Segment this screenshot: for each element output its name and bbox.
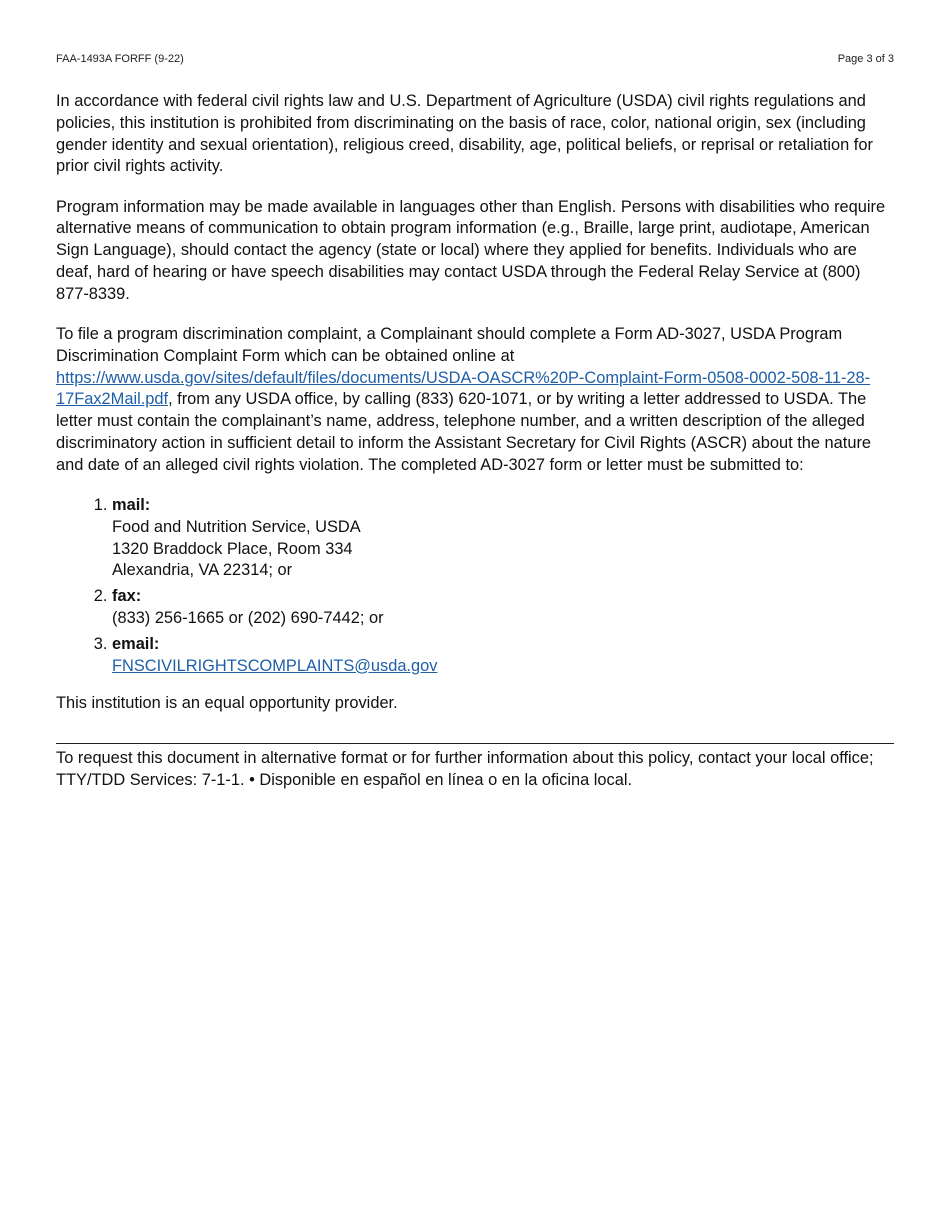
submission-methods-list — [56, 495, 894, 677]
list-item-email — [112, 634, 894, 678]
email-link[interactable]: FNSCIVILRIGHTSCOMPLAINTS@usda.gov — [112, 656, 438, 675]
program-information-paragraph: Program information may be made available in languages other than English. Persons with disabilities who require alternative means of communication to obtain program information (e.g., Braille, large print, audiotape, American Sign Language), should contact the agency (state or local) where they applied for benefits. Individuals who are deaf, hard of hearing or have speech disabilities may contact USDA through the Federal Relay Service at (800) 877-8339. — [56, 197, 886, 303]
page-header — [56, 0, 894, 66]
equal-opportunity-statement: This institution is an equal opportunity provider. — [56, 694, 398, 713]
complaint-intro-text: To file a program discrimination complaint, a Complainant should complete a Form AD-3027, USDA Program Discrimination Complaint Form which can be obtained online at — [56, 324, 843, 365]
fax-label: fax: — [112, 587, 142, 606]
complaint-paragraph — [56, 324, 894, 477]
form-id: FAA-1493A FORFF (9-22) — [56, 53, 184, 65]
footer-divider — [56, 743, 894, 744]
alternative-format-note: To request this document in alternative format or for further information about this policy, contact your local office; TTY/TDD Services: 7-1-1. • Disponible en español en línea o en la oficina local. — [56, 749, 874, 789]
complaint-details-text: , from any USDA office, by calling (833) 620-1071, or by writing a letter addressed to USDA. The letter must contain the complainant’s name, address, telephone number, and a written description of the alleged discriminatory action in sufficient detail to inform the Assistant Secretary for Civil Rights (ASCR) about the nature and date of an alleged civil rights violation. The completed AD-3027 form or letter must be submitted to: — [56, 390, 872, 474]
list-item-fax — [112, 586, 894, 630]
complaint-form-link[interactable]: https://www.usda.gov/sites/default/files/documents/USDA-OASCR%20P-Complaint-Form-0508-0002-508-11-28-17Fax2Mail.pdf — [56, 368, 871, 409]
mail-label: mail: — [112, 495, 151, 514]
mail-line-1: Food and Nutrition Service, USDA — [112, 517, 361, 536]
mail-line-3: Alexandria, VA 22314; or — [112, 561, 293, 580]
page-number: Page 3 of 3 — [837, 53, 894, 65]
nondiscrimination-statement — [56, 91, 894, 715]
mail-line-2: 1320 Braddock Place, Room 334 — [112, 539, 353, 558]
fax-numbers: (833) 256-1665 or (202) 690-7442; or — [112, 608, 384, 627]
list-item-mail — [112, 495, 894, 582]
civil-rights-paragraph: In accordance with federal civil rights law and U.S. Department of Agriculture (USDA) civil rights regulations and policies, this institution is prohibited from discriminating on the basis of race, color, national origin, sex (including gender identity and sexual orientation), religious creed, disability, age, political beliefs, or reprisal or retaliation for prior civil rights activity. — [56, 92, 873, 176]
email-label: email: — [112, 634, 160, 653]
